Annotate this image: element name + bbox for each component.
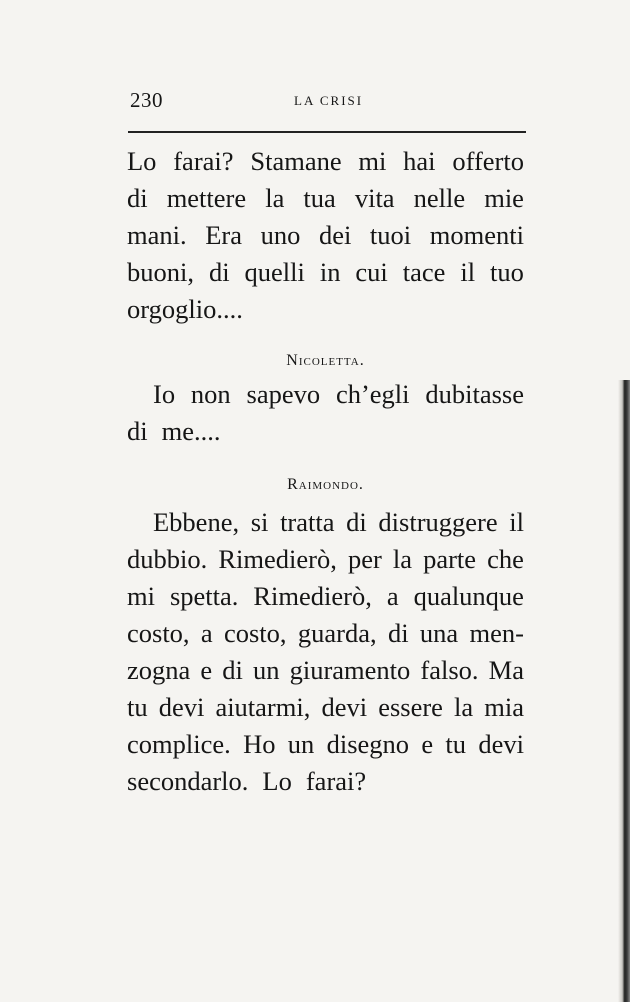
word: tratta [280,507,335,537]
word: che [487,544,524,574]
word: Io [153,379,176,409]
text-line [127,143,524,180]
word: Ho [243,729,276,759]
word: mani. [127,220,187,250]
word: tuoi [369,220,412,250]
word: guarda, [297,618,377,648]
text-line [127,615,524,652]
word: Lo [127,146,157,176]
word: complice. [127,729,231,759]
word: di [346,507,367,537]
word: spetta. [169,581,239,611]
text-line [127,413,524,450]
word: Rimedierò, [218,544,337,574]
passage-nicoletta-prompt [127,143,524,328]
word: non [190,379,231,409]
word: zogna [127,655,191,685]
running-title: LA CRISI [294,93,364,108]
word: si [250,507,269,537]
word: essere [378,692,443,722]
text-line [127,504,524,541]
page-number: 230 [130,88,163,112]
word: tuo [490,257,524,287]
word: Stamane [250,146,342,176]
word: in [319,257,341,287]
word: tua [303,183,336,213]
word: un [287,729,315,759]
passage-raimondo [127,504,524,800]
word: vita [354,183,395,213]
word: quelli [244,257,305,287]
word: mettere [166,183,247,213]
word: devi [321,692,368,722]
word: hai [403,146,436,176]
page-header [128,88,526,112]
word: costo, [223,618,287,648]
word: una [419,618,459,648]
passage-nicoletta [127,376,524,450]
text-line [127,578,524,615]
word: la [392,544,412,574]
word: e [200,655,213,685]
text-line [127,541,524,578]
word: Ebbene, [153,507,240,537]
word: qualunque [413,581,524,611]
word: aiutarmi, [215,692,311,722]
text-line [127,652,524,689]
word: tace [402,257,446,287]
page-edge-shadow [618,380,630,1002]
word: giuramento [289,655,411,685]
word: a [200,618,213,648]
word: costo, [127,618,190,648]
word: di [222,655,243,685]
word: cui [355,257,388,287]
word: Rimedierò, [253,581,372,611]
word: il [509,507,524,537]
word: Lo [262,766,292,796]
word: offerto [452,146,524,176]
word: Ma [488,655,524,685]
word: per [347,544,382,574]
word: tu [127,692,148,722]
word: tu [445,729,467,759]
word: devi [478,729,524,759]
word: farai? [173,146,234,176]
word: e [421,729,434,759]
speaker-raimondo: Raimondo. [287,476,364,493]
word: men- [469,618,524,648]
word: dubbio. [127,544,208,574]
body-text [127,143,524,800]
word: me.... [161,416,221,446]
word: momenti [429,220,524,250]
header-rule [128,131,526,133]
word: uno [260,220,301,250]
text-line [127,291,524,328]
word: un [253,655,280,685]
word: il [460,257,476,287]
word: buoni, [127,257,194,287]
word: dubitasse [425,379,524,409]
word: parte [423,544,477,574]
word: la [454,692,474,722]
word: mie [484,183,524,213]
word: nelle [413,183,466,213]
word: di [387,618,409,648]
word: sapevo [246,379,321,409]
word: di [208,257,230,287]
word: a [386,581,399,611]
text-line [127,689,524,726]
word: mia [484,692,524,722]
text-line [127,254,524,291]
text-line [127,763,524,800]
word: farai? [305,766,367,796]
word: Era [205,220,242,250]
word: la [265,183,285,213]
word: mi [358,146,387,176]
word: dei [318,220,352,250]
word: falso. [420,655,479,685]
word: di [127,416,148,446]
word: ch’egli [335,379,410,409]
word: secondarlo. [127,766,249,796]
speaker-nicoletta: Nicoletta. [286,352,365,369]
word: devi [158,692,205,722]
word: mi [127,581,155,611]
text-line [127,180,524,217]
text-line [127,726,524,763]
text-line [127,217,524,254]
word: orgoglio.... [127,294,243,324]
word: disegno [326,729,410,759]
word: di [127,183,148,213]
word: distruggere [378,507,498,537]
text-line [127,376,524,413]
